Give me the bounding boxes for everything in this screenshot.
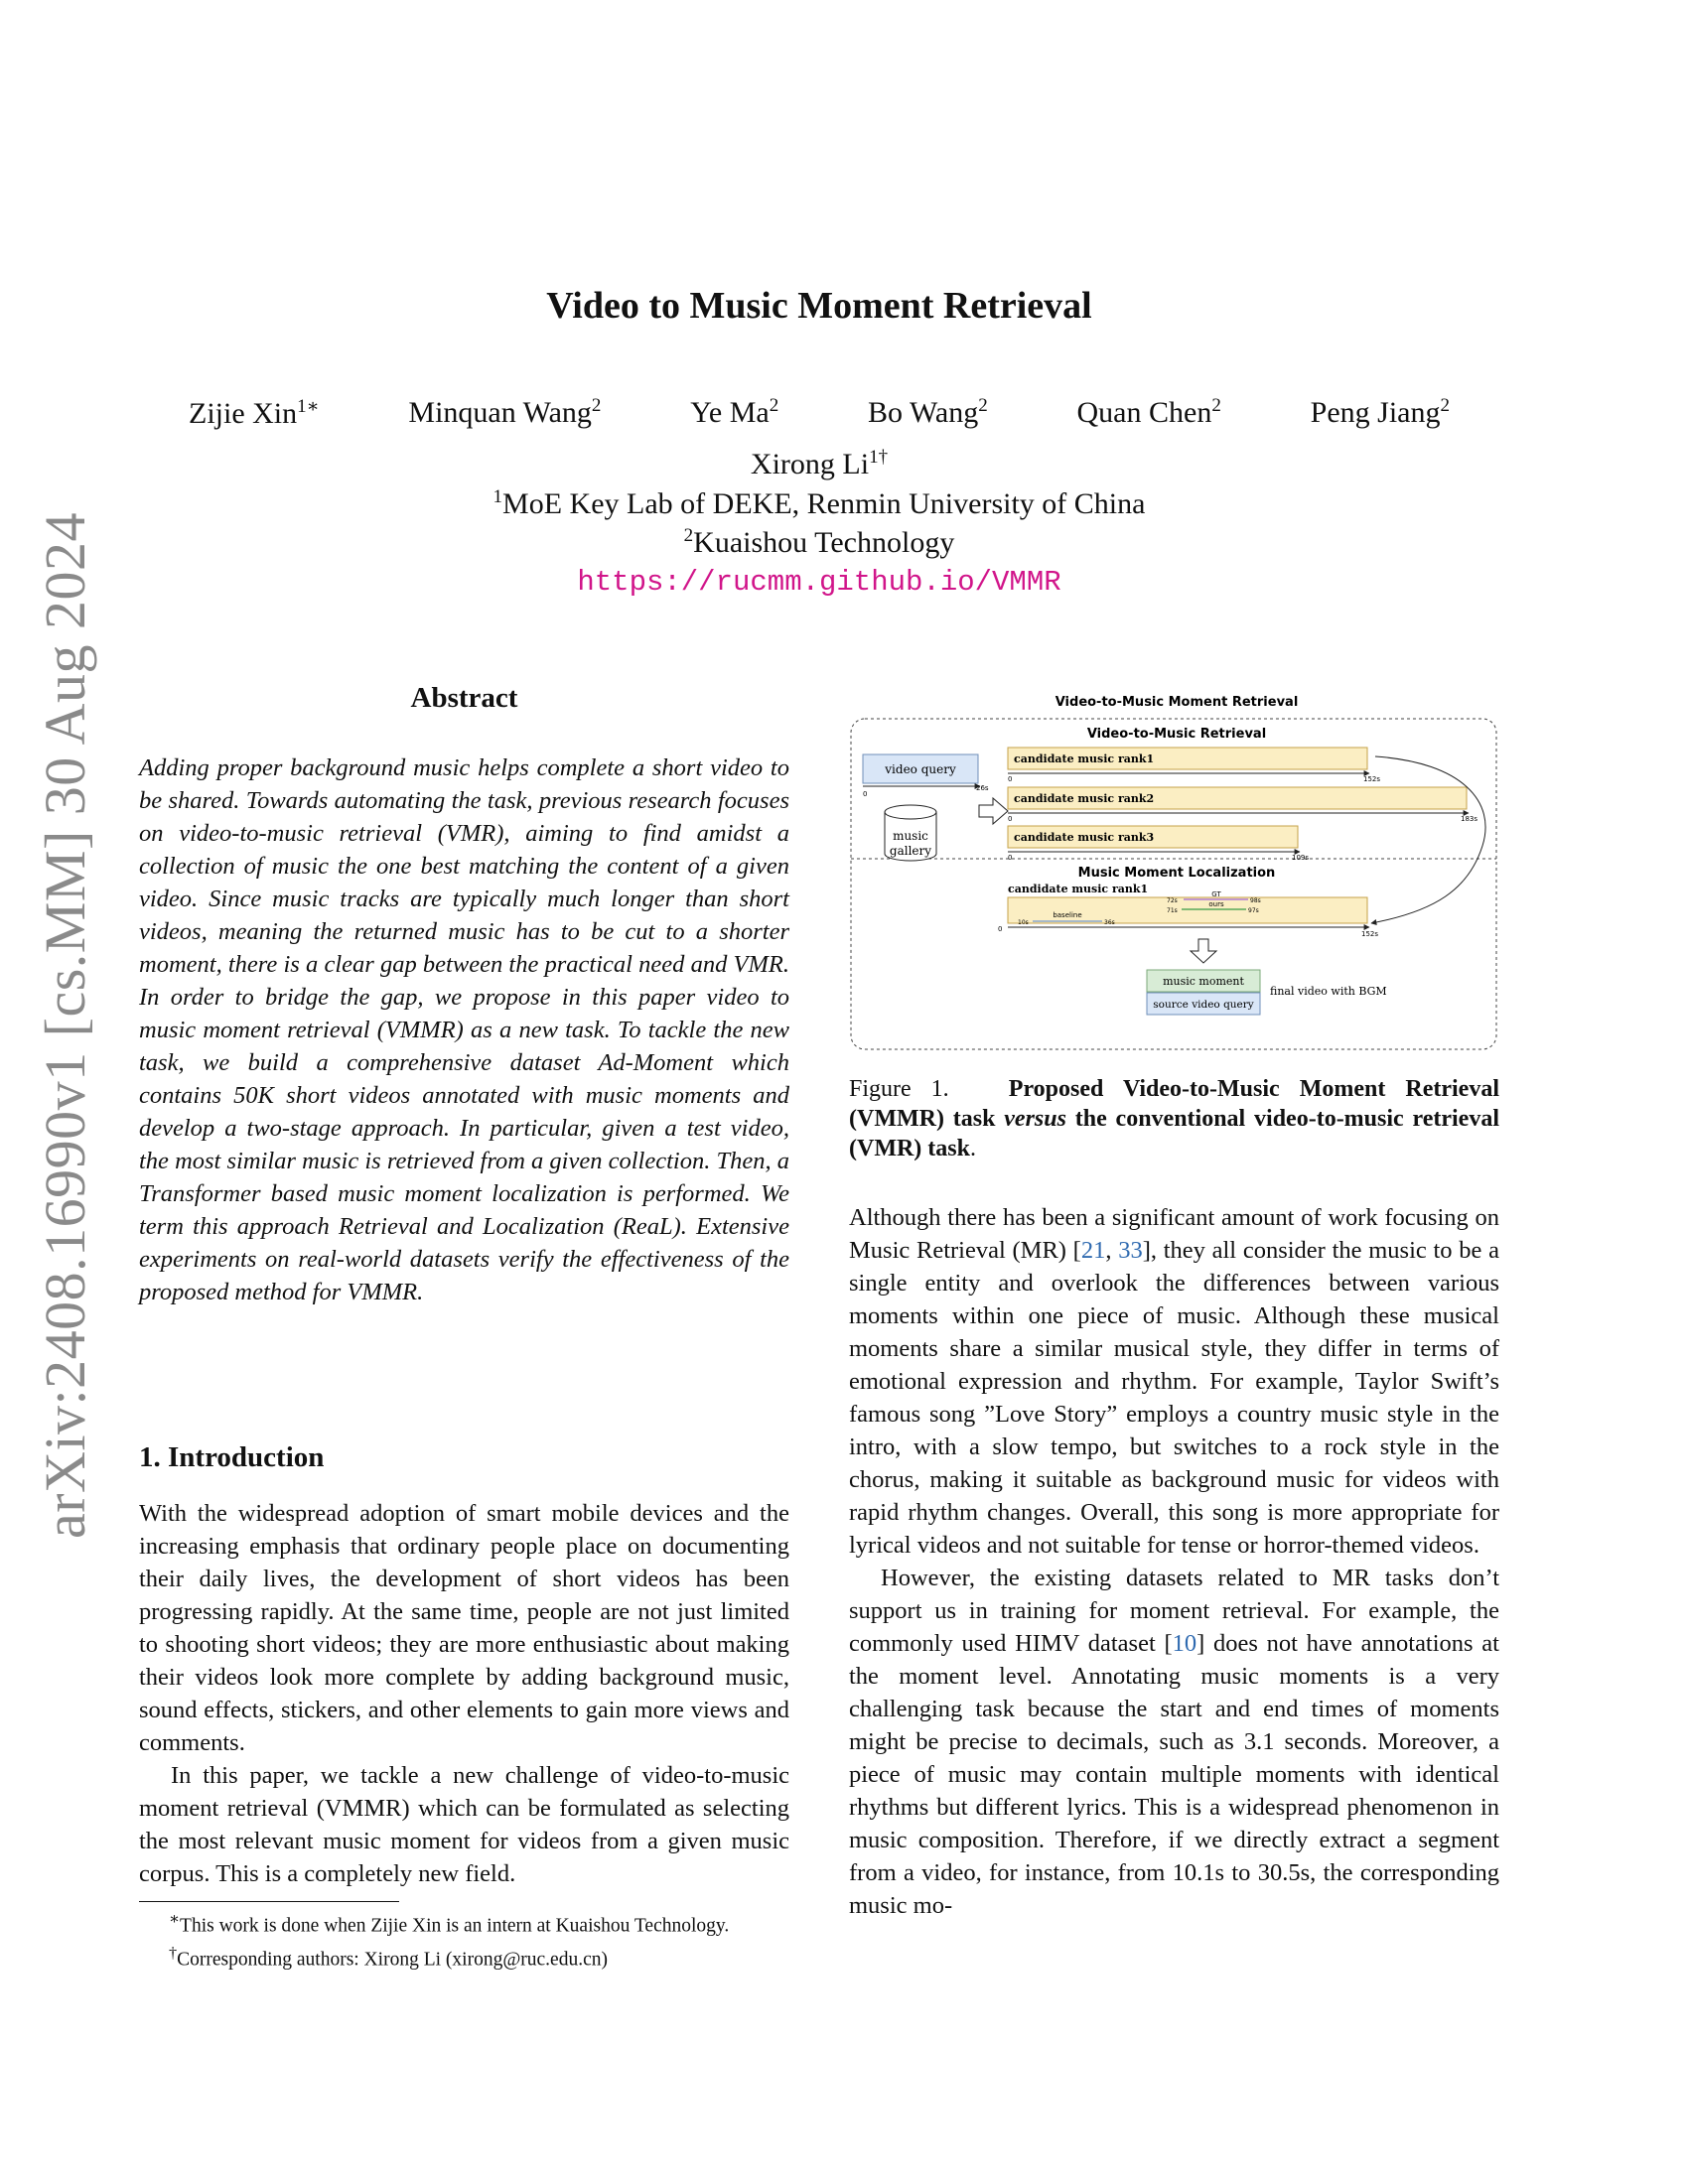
gt-label: GT [1211, 890, 1221, 898]
music-gallery-icon-top [885, 805, 936, 819]
intro-paragraph-2: In this paper, we tackle a new challenge of video-to-music moment retrieval (VMMR) which can be formulated as selecting the most relevant music moment for videos from a given music corpus. This is a completely new field. [139, 1762, 789, 1887]
localization-section-title: Music Moment Localization [1077, 866, 1276, 881]
localization-zero: 0 [998, 925, 1003, 933]
music-moment-label: music moment [1163, 975, 1244, 988]
candidate-label-rank3: candidate music rank3 [1014, 831, 1155, 844]
paper-title: Video to Music Moment Retrieval [546, 285, 1092, 327]
final-video-label: final video with BGM [1270, 985, 1387, 998]
candidate-zero-rank2: 0 [1008, 815, 1013, 823]
right-paragraph-1: Although there has been a significant amount of work focusing on Music Retrieval (MR) [21, 33], they all consider the music to be a single entity and overlook the differences between various moments within one piece of music. Although these musical moments share a similar musical style, they differ in terms of emotional expression and rhythm. For example, Taylor Swift’s famous song ”Love Story” employs a country music style in the intro, with a slow tempo, but switches to a rock style in the chorus, making it suitable as background music for videos with rapid rhythm changes. Overall, this song is more appropriate for lyrical videos and not suitable for tense or horror-themed videos. [849, 1204, 1499, 1559]
footnotes [139, 1906, 789, 1973]
project-url-link[interactable]: https://rucmm.github.io/VMMR [577, 566, 1061, 599]
vmr-section-title: Video-to-Music Retrieval [1086, 727, 1267, 742]
citation-link[interactable]: 33 [1118, 1237, 1143, 1264]
localization-bar [1008, 897, 1367, 923]
author: Peng Jiang$^2$ [1310, 395, 1450, 429]
intro-paragraph-1: With the widespread adoption of smart mobile devices and the increasing emphasis that ordinary people place on documenting their daily lives, the development of short videos has been progressing rapidly. At the same time, people are not just limited to shooting short videos; they are more enthusiastic about making their videos look more complete by adding background music, sound effects, stickers, and other elements to gain more views and comments. [139, 1500, 789, 1756]
candidate-end-rank1: 152s [1363, 775, 1381, 783]
localization-end: 152s [1361, 930, 1379, 938]
source-video-query-label: source video query [1153, 999, 1254, 1011]
gallery-label-2: gallery [889, 844, 932, 858]
author: Zijie Xin$^{1∗}$ [189, 396, 320, 430]
ours-start: 71s [1167, 907, 1178, 914]
candidate-zero-rank3: 0 [1008, 854, 1013, 862]
localization-candidate-label: candidate music rank1 [1008, 883, 1149, 895]
citation-link[interactable]: 21 [1080, 1237, 1106, 1264]
candidate-zero-rank1: 0 [1008, 775, 1013, 783]
right-arrow-icon [979, 798, 1008, 824]
candidate-end-rank3: 109s [1292, 854, 1310, 862]
gt-start: 72s [1167, 897, 1178, 904]
author: Minquan Wang$^2$ [408, 395, 602, 429]
video-end-tick: 26s [976, 784, 989, 792]
introduction-text [139, 1497, 789, 1890]
footnote-1: ∗This work is done when Zijie Xin is an intern at Kuaishou Technology. [169, 1910, 730, 1937]
figure-1-caption: Figure 1. Proposed Video-to-Music Moment Retrieval (VMMR) task versus the conventional video-to-music retrieval (VMR) task. [849, 1076, 1499, 1161]
figure-1-diagram [849, 685, 1504, 1052]
candidate-label-rank2: candidate music rank2 [1014, 792, 1155, 805]
baseline-end: 36s [1104, 919, 1115, 926]
gallery-label-1: music [893, 829, 928, 843]
candidate-end-rank2: 183s [1461, 815, 1478, 823]
right-column-text [849, 1201, 1499, 1922]
ours-end: 97s [1248, 907, 1259, 914]
candidate-label-rank1: candidate music rank1 [1014, 752, 1155, 765]
baseline-start: 10s [1018, 919, 1029, 926]
video-zero-tick: 0 [863, 790, 868, 798]
author-list [189, 395, 1450, 431]
right-paragraph-2: However, the existing datasets related to MR tasks don’t support us in training for moment retrieval. For example, the commonly used HIMV dataset [10] does not have annotations at the moment level. Annotating music moments is a very challenging task because the start and end times of moments might be precise to decimals, such as 3.1 seconds. Moreover, a piece of music may contain multiple moments with identical rhythms but different lyrics. This is a widespread phenomenon in music composition. Therefore, if we directly extract a segment from a video, for instance, from 10.1s to 30.5s, the corresponding music mo- [849, 1565, 1499, 1919]
citation-link[interactable]: 10 [1172, 1630, 1197, 1657]
affiliation-1: $^1$MoE Key Lab of DEKE, Renmin University of China [492, 486, 1146, 520]
footnote-rule [139, 1901, 399, 1902]
baseline-label: baseline [1053, 911, 1082, 919]
video-query-label: video query [885, 762, 956, 776]
author: Ye Ma$^2$ [690, 395, 779, 429]
introduction-heading: 1. Introduction [139, 1441, 325, 1473]
footnote-2: †Corresponding authors: Xirong Li (xirong@ruc.edu.cn) [169, 1943, 608, 1970]
curved-arrow [1371, 756, 1485, 923]
author-last: Xirong $Li^{1\dagger}$ [750, 447, 889, 480]
affiliation-2: $^2$Kuaishou Technology [683, 525, 955, 559]
down-arrow-icon [1191, 939, 1216, 963]
abstract-text: Adding proper background music helps complete a short video to be shared. Towards automating the task, previous research focuses on video-to-music retrieval (VMR), aiming to find amidst a collection of music the one best matching the content of a given video. Since music tracks are typically much longer than short videos, meaning the returned music has to be cut to a shorter moment, there is a clear gap between the practical need and VMR. In order to bridge the gap, we propose in this paper video to music moment retrieval (VMMR) as a new task. To tackle the new task, we build a comprehensive dataset Ad-Moment which contains 50K short videos annotated with music moments and develop a two-stage approach. In particular, given a test video, the most similar music is retrieved from a given collection. Then, a Transformer based music moment localization is performed. We term this approach Retrieval and Localization (ReaL). Extensive experiments on real-world datasets verify the effectiveness of the proposed method for VMMR. [139, 754, 789, 1305]
gt-end: 98s [1250, 897, 1261, 904]
author: Bo Wang$^2$ [868, 395, 988, 429]
arxiv-stamp: arXiv:2408.16990v1 [cs.MM] 30 Aug 2024 [33, 512, 97, 1539]
ours-label: ours [1208, 900, 1224, 908]
abstract-heading: Abstract [410, 682, 518, 714]
author: Quan Chen$^2$ [1076, 395, 1221, 429]
figure-main-title: Video-to-Music Moment Retrieval [1055, 695, 1299, 710]
